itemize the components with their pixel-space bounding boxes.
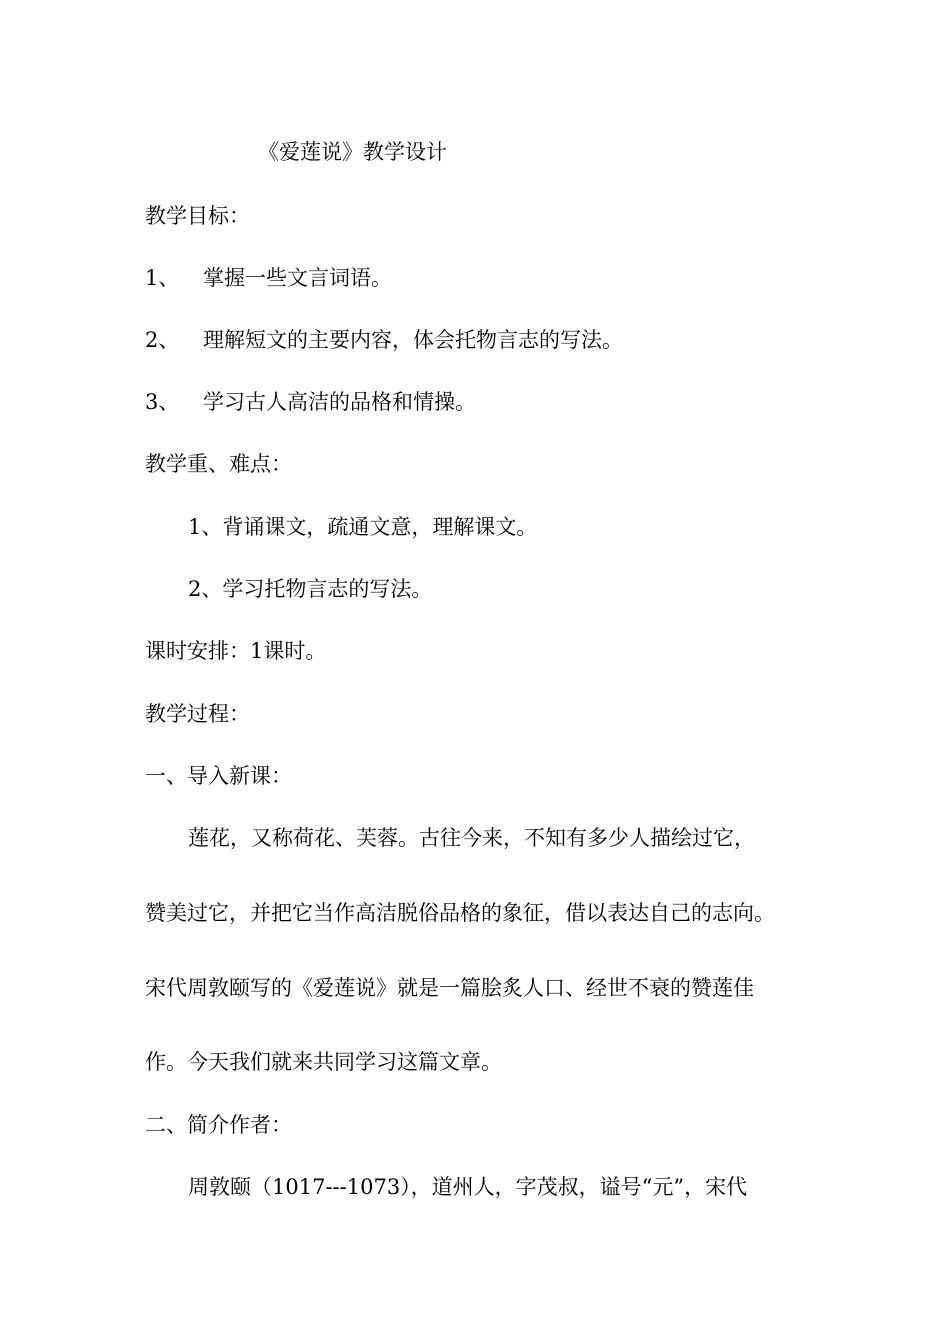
schedule-text: 课时安排：1课时。 xyxy=(145,639,327,663)
objective-item-3 xyxy=(145,388,476,416)
objective-text: 学习古人高洁的品格和情操。 xyxy=(203,390,476,414)
section-1-paragraph-line: 莲花，又称荷花、芙蓉。古往今来，不知有多少人描绘过它， xyxy=(188,826,755,850)
objective-number: 3、 xyxy=(145,390,180,414)
section-1-paragraph-line: 宋代周敦颐写的《爱莲说》就是一篇脍炙人口、经世不衰的赞莲佳 xyxy=(145,976,754,1000)
key-points-heading: 教学重、难点： xyxy=(145,452,292,476)
process-heading: 教学过程： xyxy=(145,702,250,726)
objective-text: 掌握一些文言词语。 xyxy=(203,266,392,290)
objective-number: 1、 xyxy=(145,266,180,290)
objective-item-1 xyxy=(145,264,392,292)
key-point-item-2: 2、学习托物言志的写法。 xyxy=(188,577,433,601)
objectives-heading: 教学目标： xyxy=(145,204,250,228)
section-2-paragraph-line: 周敦颐（1017---1073），道州人，字茂叔，谥号“元”，宋代 xyxy=(188,1175,748,1199)
section-1-heading: 一、导入新课： xyxy=(145,764,292,788)
objective-text: 理解短文的主要内容，体会托物言志的写法。 xyxy=(203,328,623,352)
objective-item-2 xyxy=(145,326,623,354)
objective-number: 2、 xyxy=(145,328,180,352)
section-1-paragraph-line: 作。今天我们就来共同学习这篇文章。 xyxy=(145,1050,502,1074)
section-2-heading: 二、简介作者： xyxy=(145,1113,292,1137)
section-1-paragraph-line: 赞美过它，并把它当作高洁脱俗品格的象征，借以表达自己的志向。 xyxy=(145,901,775,925)
document-title: 《爱莲说》教学设计 xyxy=(258,140,447,164)
key-point-item-1: 1、背诵课文，疏通文意，理解课文。 xyxy=(188,515,538,539)
